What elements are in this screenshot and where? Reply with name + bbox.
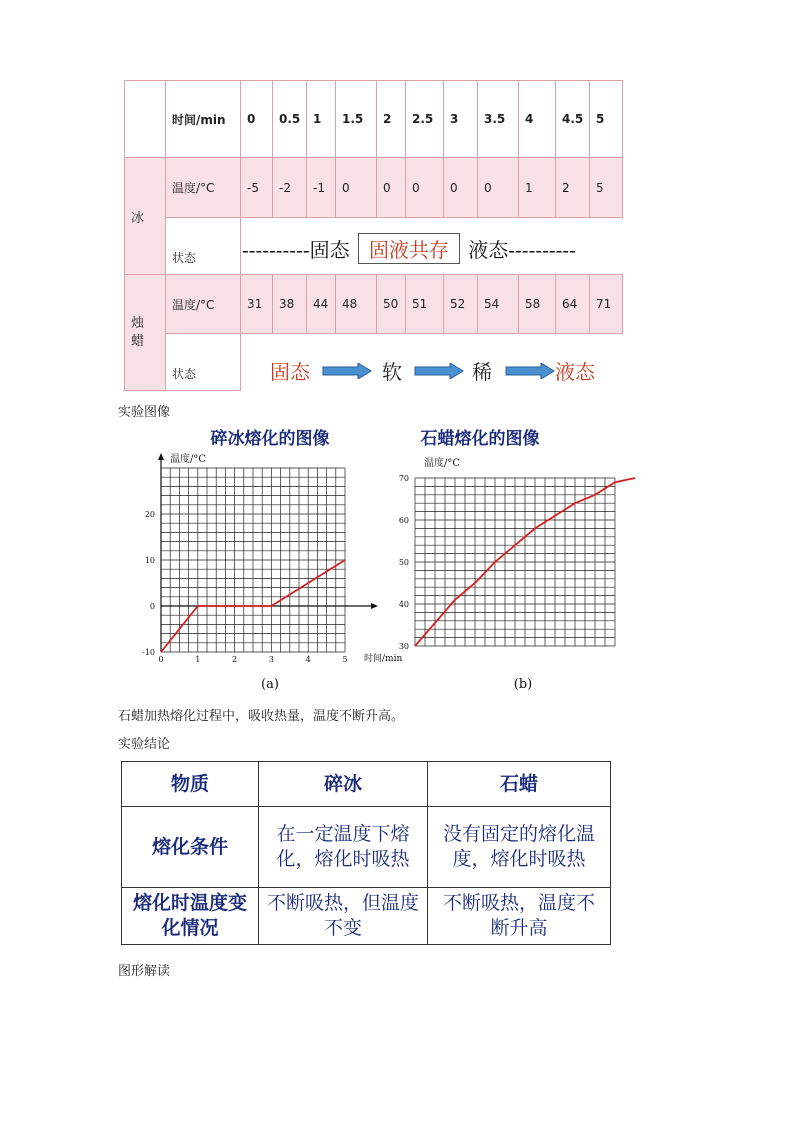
chart-b-subcaption: (b)	[513, 677, 533, 692]
header-ice: 碎冰	[259, 762, 428, 807]
caption-image: 实验图像	[118, 405, 171, 420]
time-cell: 1.5	[336, 81, 377, 158]
chart-a-subcaption: (a)	[261, 677, 279, 692]
time-cell: 3.5	[478, 81, 519, 158]
y-tick-label: 50	[398, 558, 409, 567]
time-cell: 2.5	[406, 81, 444, 158]
sentence-wax: 石蜡加热熔化过程中，吸收热量，温度不断升高。	[118, 709, 405, 724]
right-arrow-icon	[414, 363, 464, 379]
time-cell: 3	[444, 81, 478, 158]
ice-temp-cell: 0	[377, 158, 406, 218]
header-wax: 石蜡	[428, 762, 611, 807]
conclusion-header-row	[122, 762, 611, 807]
time-cell: 2	[377, 81, 406, 158]
chart-a-xlabel: 时间/min	[364, 654, 403, 664]
wax-temp-cell: 48	[336, 275, 377, 334]
y-tick-label: 10	[144, 556, 155, 565]
time-cell: 4.5	[556, 81, 590, 158]
wax-temp-cell: 38	[273, 275, 307, 334]
wax-temp-cell: 51	[406, 275, 444, 334]
wax-temp-cell: 54	[478, 275, 519, 334]
chart-b-plot	[399, 474, 635, 651]
x-tick-label: 3	[268, 655, 274, 664]
chart-a-plot	[142, 453, 378, 664]
x-tick-label: 2	[232, 655, 238, 664]
ice-condition: 在一定温度下熔化，熔化时吸热	[259, 807, 428, 888]
wax-temp-cell: 50	[377, 275, 406, 334]
state-label: 状态	[166, 218, 241, 275]
wax-temp-row	[125, 275, 623, 334]
chart-b-title: 石蜡熔化的图像	[420, 429, 540, 449]
y-tick-label: 30	[398, 642, 409, 651]
y-tick-label: 40	[398, 600, 409, 609]
ice-temp-cell: 0	[336, 158, 377, 218]
wax-temp-cell: 31	[241, 275, 273, 334]
y-tick-label: 20	[144, 510, 155, 519]
caption-conclusion: 实验结论	[118, 737, 171, 752]
x-tick-label: 4	[305, 655, 311, 664]
ice-temp-change: 不断吸热，但温度不变	[259, 888, 428, 945]
x-tick-label: 1	[195, 655, 201, 664]
ice-temp-cell: -5	[241, 158, 273, 218]
ice-temp-cell: -2	[273, 158, 307, 218]
y-tick-label: 60	[398, 516, 409, 525]
time-header: 时间/min	[166, 81, 241, 158]
ice-temp-cell: 1	[519, 158, 556, 218]
ice-temp-cell: 0	[478, 158, 519, 218]
melting-charts	[130, 420, 650, 700]
time-row	[125, 81, 623, 158]
right-arrow-icon	[322, 363, 372, 379]
ice-temp-cell: 5	[590, 158, 623, 218]
ice-temp-cell: 0	[406, 158, 444, 218]
caption-graph: 图形解读	[118, 964, 171, 979]
chart-a-title: 碎冰熔化的图像	[210, 429, 330, 449]
wax-state-thin: 稀	[472, 360, 492, 384]
conclusion-table	[121, 761, 610, 944]
y-tick-label: 0	[149, 602, 155, 611]
time-cell: 0.5	[273, 81, 307, 158]
wax-temp-change: 不断吸热，温度不断升高	[428, 888, 611, 945]
x-axis-arrow-icon	[371, 603, 378, 609]
y-tick-label: -10	[142, 648, 155, 657]
time-cell: 1	[307, 81, 336, 158]
wax-label	[125, 275, 166, 391]
wax-state-liquid: 液态	[555, 360, 595, 384]
wax-label-line1: 烛	[131, 315, 145, 331]
ice-temp-cell: 0	[444, 158, 478, 218]
wax-state-line	[242, 352, 620, 386]
conclusion-row-temp	[122, 888, 611, 945]
ice-temp-cell: -1	[307, 158, 336, 218]
wax-label-line2: 蜡	[131, 333, 145, 349]
y-axis-arrow-icon	[158, 453, 164, 460]
temp-label: 温度/°C	[166, 158, 241, 218]
ice-temp-cell: 2	[556, 158, 590, 218]
wax-state-solid: 固态	[270, 360, 310, 384]
wax-temp-cell: 44	[307, 275, 336, 334]
ice-label: 冰	[125, 158, 166, 275]
wax-temp-cell: 71	[590, 275, 623, 334]
row-label-temp: 熔化时温度变化情况	[122, 888, 259, 945]
ice-temp-row	[125, 158, 623, 218]
wax-temp-cell: 52	[444, 275, 478, 334]
wax-state-soft: 软	[382, 360, 402, 384]
time-cell: 5	[590, 81, 623, 158]
ice-state-mixed: 固液共存	[358, 233, 460, 264]
conclusion-row-condition	[122, 807, 611, 888]
x-tick-label: 0	[158, 655, 164, 664]
wax-condition: 没有固定的熔化温度，熔化时吸热	[428, 807, 611, 888]
chart-b-ylabel: 温度/°C	[424, 458, 461, 469]
wax-temp-cell: 58	[519, 275, 556, 334]
wax-temp-cell: 64	[556, 275, 590, 334]
y-tick-label: 70	[398, 474, 409, 483]
row-label-condition: 熔化条件	[122, 807, 259, 888]
time-cell: 0	[241, 81, 273, 158]
chart-a-ylabel: 温度/°C	[170, 454, 207, 465]
state-label: 状态	[166, 334, 241, 391]
x-tick-label: 5	[342, 655, 348, 664]
ice-state-solid: ----------固态	[242, 238, 350, 262]
header-substance: 物质	[122, 762, 259, 807]
right-arrow-icon	[505, 363, 555, 379]
ice-state-liquid: 液态----------	[468, 238, 576, 262]
time-cell: 4	[519, 81, 556, 158]
temp-label: 温度/°C	[166, 275, 241, 334]
ice-state-line	[242, 233, 620, 263]
